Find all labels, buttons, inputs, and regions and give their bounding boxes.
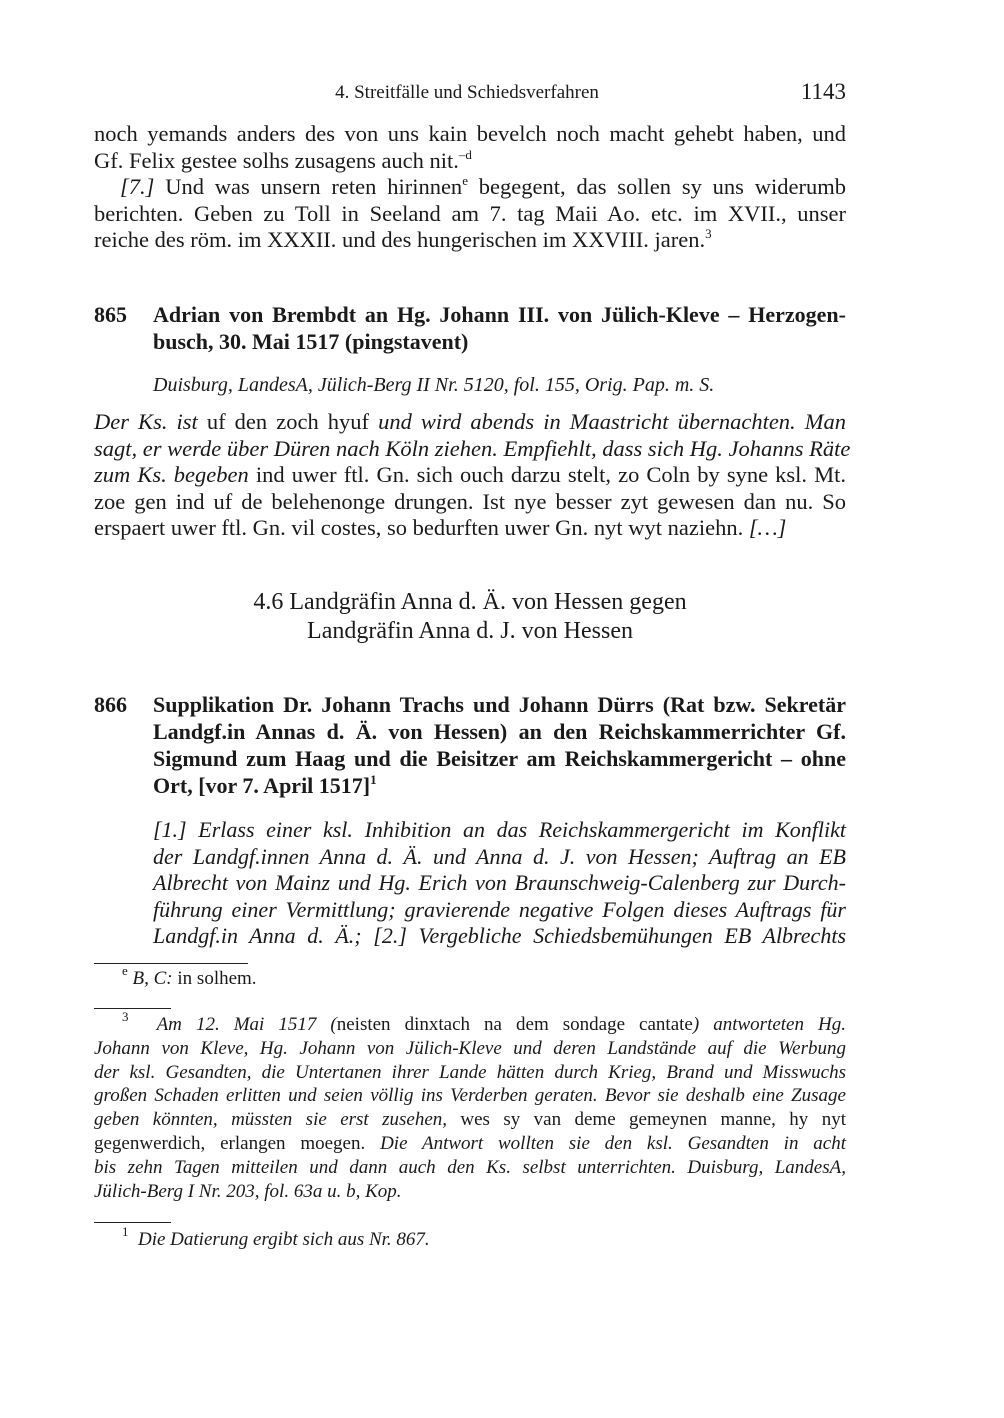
footnote-rule-numbers (94, 1008, 171, 1009)
doc-866-regest: [1.] Erlass einer ksl. Inhibition an das Reichskammergericht im Konflikt der Landgf.innen Anna d. Ä. und Anna d. J. von Hessen; Auftrag an EB Albrecht von Mainz und Hg. Erich von Braunschweig-Calenberg zur Durch- führung einer Vermittlung; gravierende negative Folgen dieses Auftrags für Landgf.in Anna d. Ä.; [2.] Vergebliche Schiedsbemühungen EB Albrechts (153, 817, 846, 948)
doc-865-heading: Adrian von Brembdt an Hg. Johann III. von Jülich-Kleve – Herzogen- busch, 30. Mai 1517 (pingstavent) (153, 302, 846, 354)
section-4-6-title: 4.6 Landgräfin Anna d. Ä. von Hessen gegen Landgräfin Anna d. J. von Hessen (253, 589, 687, 644)
section-ref-7: [7.] (120, 174, 155, 199)
footnote-mark-3: 3 (705, 226, 712, 241)
intro-paragraph-1: noch yemands anders des von uns kain bevelch noch macht gehebt haben, und Gf. Felix gestee solhs zusagens auch nit.$^{-d}$ (94, 121, 846, 173)
doc-866-number: 866 (94, 692, 127, 717)
running-title: 4. Streitfälle und Schiedsverfahren (335, 82, 599, 103)
footnote-1: $^1$ Die Datierung ergibt sich aus Nr. 867. (122, 1224, 430, 1250)
footnote-rule-doc866 (94, 1222, 171, 1223)
footnote-mark-1: 1 (370, 772, 377, 787)
doc-865-source: Duisburg, LandesA, Jülich-Berg II Nr. 5120, fol. 155, Orig. Pap. m. S. (153, 374, 715, 396)
doc-865-number: 865 (94, 302, 127, 327)
doc-865-body: Der Ks. ist uf den zoch hyuf und wird abends in Maastricht übernachten. Man sagt, er werde über Düren nach Köln ziehen. Empfiehlt, dass sich Hg. Johanns Räte zum Ks. begeben ind uwer ftl. Gn. sich ouch darzu stelt, zo Coln by syne ksl. Mt. zoe gen ind uf de belehenonge drungen. Ist nye besser zyt gewesen dan nu. So erspaert uwer ftl. Gn. vil costes, so bedurften uwer Gn. nyt wyt naziehn. […] (94, 409, 851, 540)
footnote-e: $^e$ B, C: in solhem. (122, 963, 257, 989)
page-number: 1143 (800, 79, 846, 104)
doc-866-heading: Supplikation Dr. Johann Trachs und Johann Dürrs (Rat bzw. Sekretär Landgf.in Annas d. Ä. von Hessen) an den Reichskammerrichter Gf. Sigmund zum Haag und die Beisitzer am Reichskammergericht – ohne Ort, [vor 7. April 1517]$^1$ (153, 692, 846, 798)
footnote-3: $^3$ Am 12. Mai 1517 (neisten dinxtach na dem sondage cantate) antworteten Hg. Johann von Kleve, Hg. Johann von Jülich-Kleve und deren Landstände auf die Werbung der ksl. Gesandten, die Untertanen ihrer Lande hätten durch Krieg, Brand und Misswuchs großen Schaden erlitten und seien völlig ins Verderben geraten. Bevor sie deshalb eine Zusage geben könnten, müssten sie erst zusehen, wes sy van deme gemeynen manne, hy nyt gegenwerdich, erlangen moegen. Die Antwort wollten sie den ksl. Gesandten in acht bis zehn Tagen mitteilen und dann auch den Ks. selbst unterrichten. Duisburg, LandesA, Jülich-Berg I Nr. 203, fol. 63a u. b, Kop. (94, 1009, 846, 1202)
footnote-mark-e: e (462, 173, 468, 188)
intro-paragraph-2: [7.] Und was unsern reten hirinnen$^e$ begegent, das sollen sy uns widerumb berichten. Geben zu Toll in Seeland am 7. tag Maii Ao. etc. im XVII., unser reiche des röm. im XXXII. und des hungerischen im XXVIII. jaren.$^3$ (94, 173, 846, 252)
footnote-rule-letters (94, 963, 248, 964)
